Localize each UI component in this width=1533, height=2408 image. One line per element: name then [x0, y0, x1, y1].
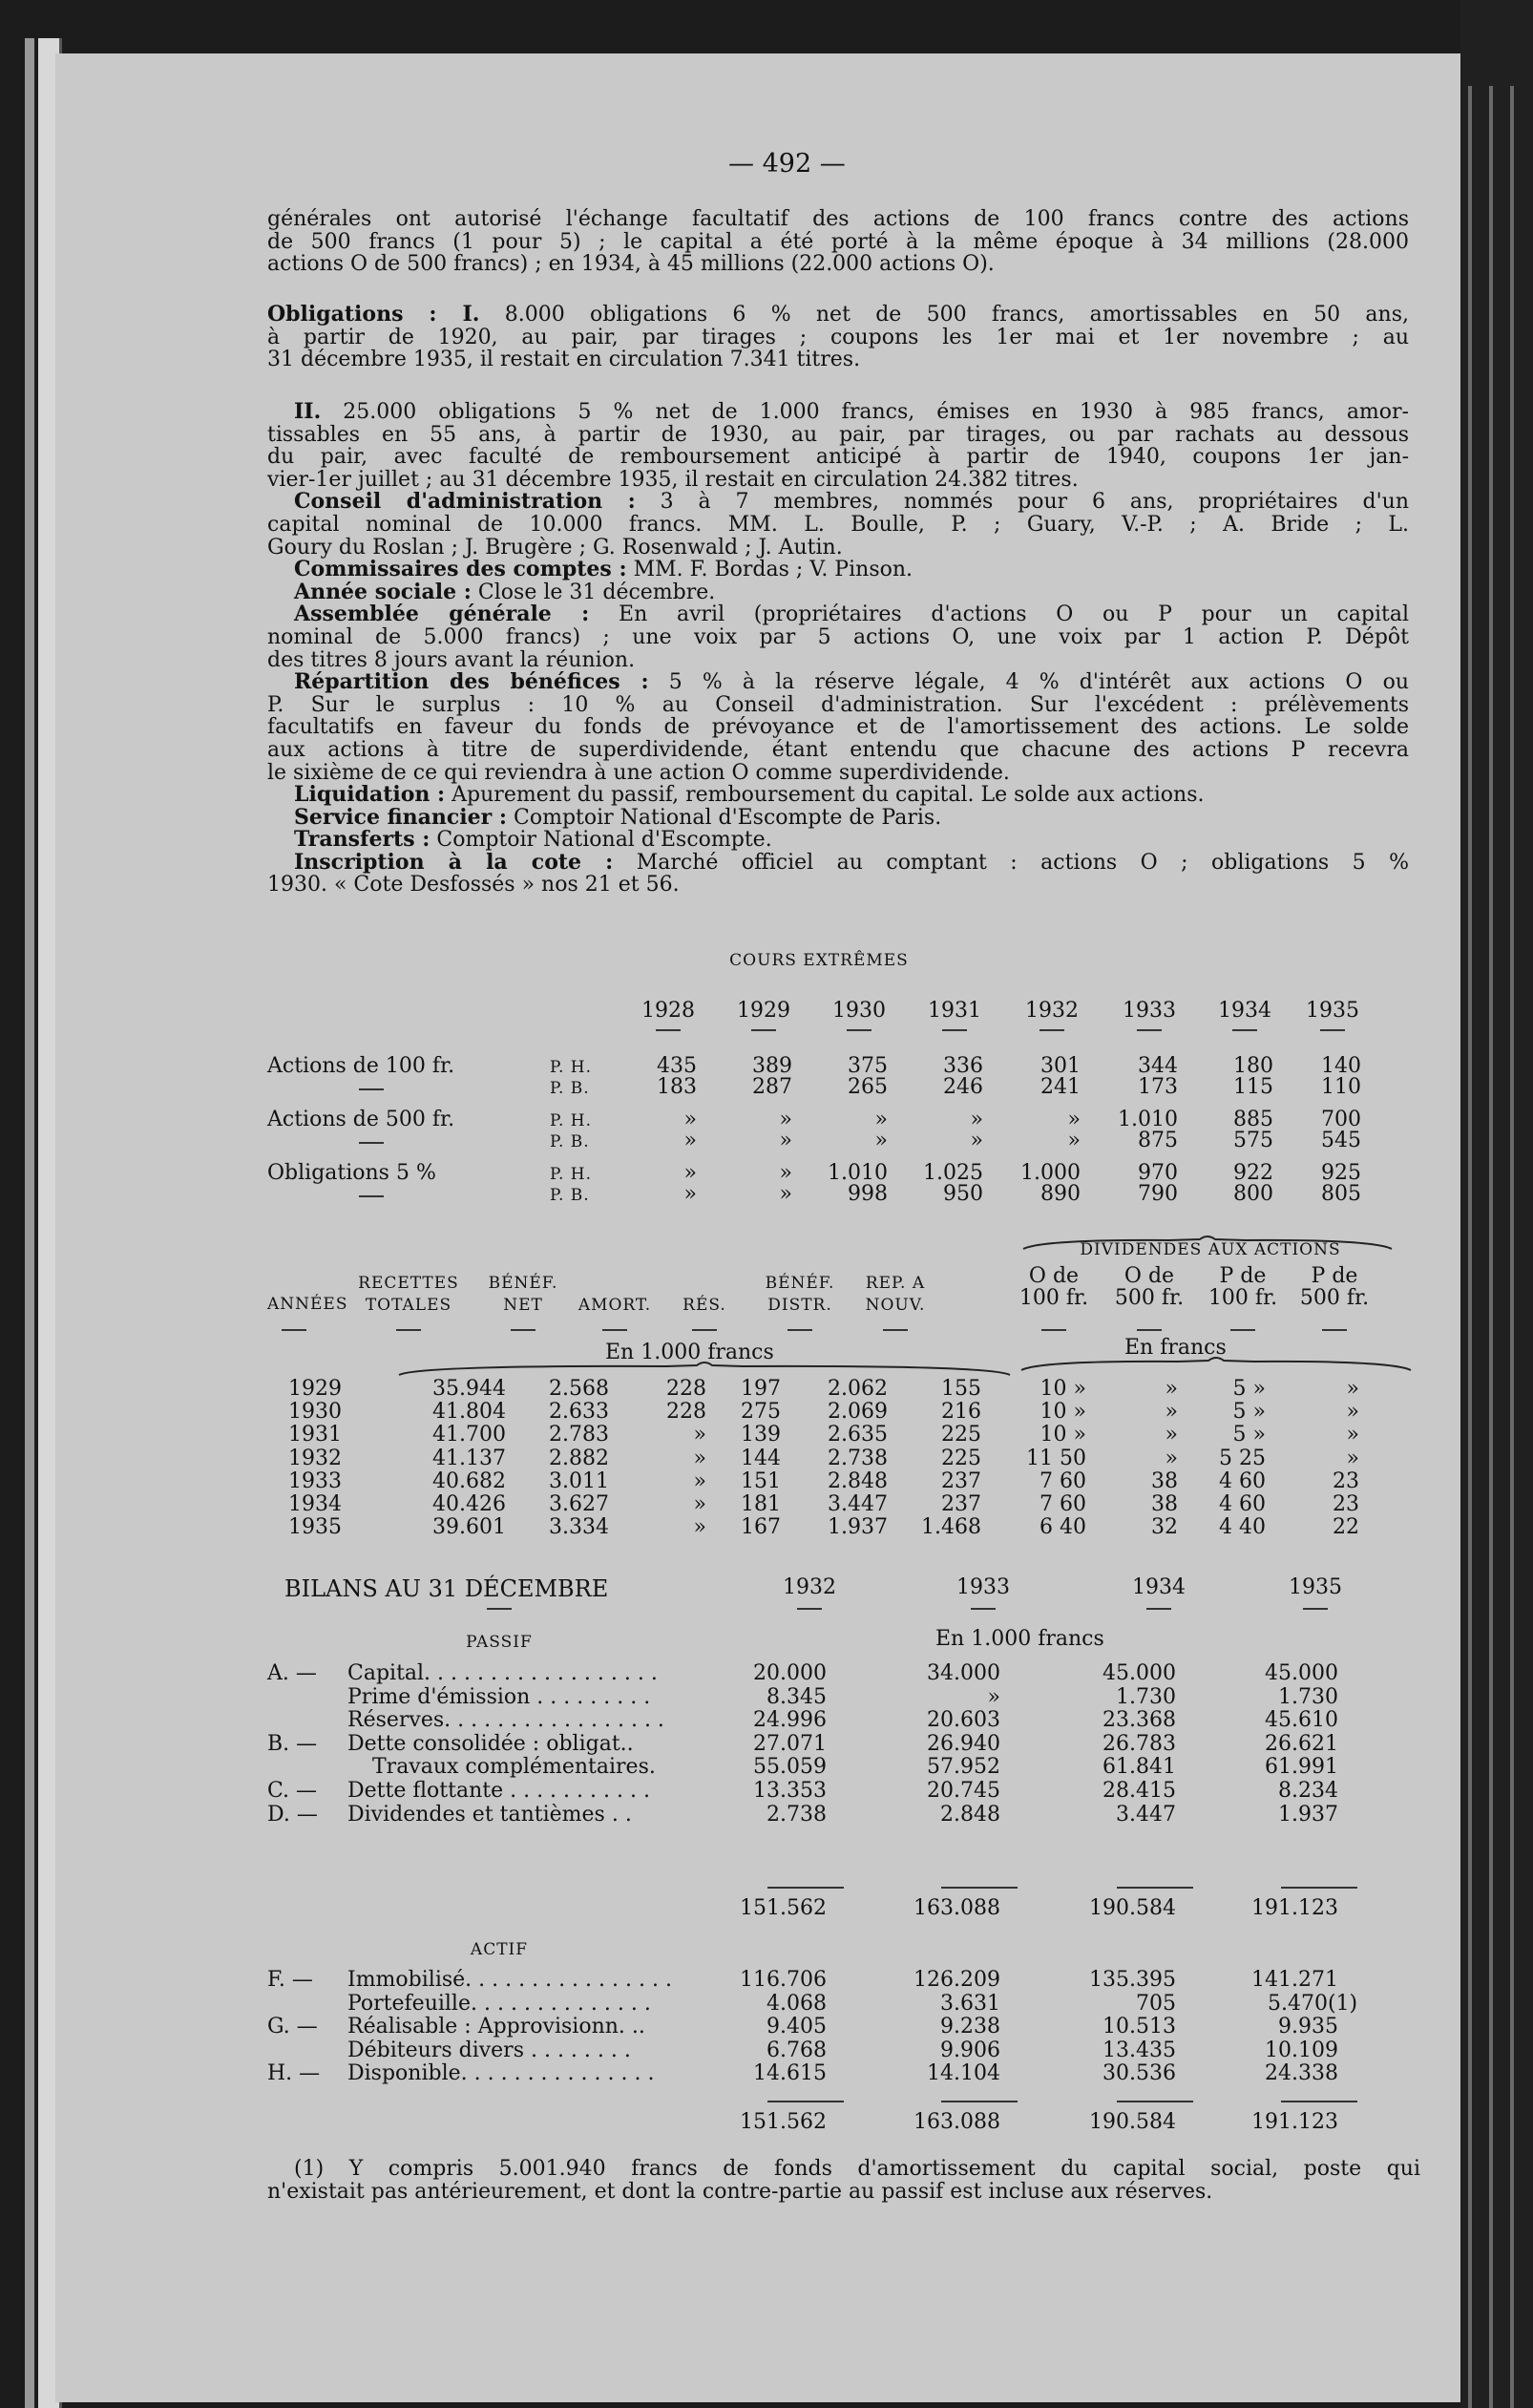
- brace-right: [1021, 1358, 1411, 1370]
- cell: 10 »: [1040, 1400, 1086, 1425]
- group-title: DIVIDENDES AUX ACTIONS: [1080, 1240, 1341, 1259]
- text-run: tissables en 55 ans, à partir de 1930, au pair, par tirages, ou par rachats au dessous: [267, 422, 1409, 447]
- cell: 32: [1151, 1515, 1178, 1540]
- cell: 9.238: [940, 2015, 1000, 2039]
- text-run: En avril (propriétaires d'actions O ou P pour un capital: [589, 602, 1409, 627]
- cell: »: [779, 1182, 792, 1206]
- total-cell: 190.584: [1089, 1896, 1176, 1920]
- col-header: TOTALES: [365, 1296, 452, 1315]
- row-label: Immobilisé. . . . . . . . . . . . . . . .: [347, 1968, 672, 1992]
- cell: »: [693, 1515, 706, 1540]
- cell: 3.011: [549, 1468, 609, 1493]
- cell: 41.137: [432, 1446, 506, 1470]
- cell: »: [1346, 1423, 1359, 1447]
- cell: 336: [943, 1054, 983, 1078]
- cell: »: [693, 1468, 706, 1493]
- text-run: générales ont autorisé l'échange facultatif des actions de 100 francs contre des actions: [267, 207, 1409, 231]
- cell: 375: [848, 1054, 888, 1078]
- cell: 970: [1138, 1161, 1178, 1185]
- text-run: Goury du Roslan ; J. Brugère ; G. Rosenwald ; J. Autin.: [267, 535, 843, 560]
- cell: 3.447: [1116, 1802, 1176, 1827]
- cell: »: [970, 1129, 983, 1152]
- cell: 2.062: [828, 1377, 888, 1401]
- cell: 1.730: [1116, 1684, 1176, 1709]
- row-prefix: C. —: [267, 1779, 318, 1803]
- bilans-title: BILANS AU 31 DÉCEMBRE: [284, 1575, 609, 1602]
- cell: 23: [1333, 1468, 1359, 1493]
- cell: 7 60: [1040, 1468, 1086, 1493]
- text-run: le sixième de ce qui reviendra à une action O comme superdividende.: [267, 760, 1010, 785]
- col-header: BÉNÉF.: [765, 1274, 835, 1293]
- row-prefix: H. —: [267, 2061, 321, 2086]
- cell: 705: [1136, 1991, 1176, 2016]
- text-run: 31 décembre 1935, il restait en circulation 7.341 titres.: [267, 348, 861, 372]
- cell: 950: [943, 1182, 983, 1206]
- cell: 10.109: [1265, 2038, 1338, 2062]
- cell: 7 60: [1040, 1492, 1086, 1516]
- row-label: Portefeuille. . . . . . . . . . . . . .: [347, 1991, 651, 2016]
- cell: 38: [1151, 1492, 1178, 1516]
- cell: 27.071: [753, 1731, 827, 1756]
- text-run: Apurement du passif, remboursement du capital. Le solde aux actions.: [445, 783, 1205, 808]
- bold-run: Transferts :: [294, 827, 430, 853]
- row-label: Débiteurs divers . . . . . . . .: [347, 2038, 631, 2062]
- cell: 45.000: [1265, 1661, 1338, 1685]
- price-type: P. B.: [550, 1186, 590, 1205]
- cell: 61.841: [1102, 1755, 1176, 1780]
- row-label: Réalisable : Approvisionn. ..: [347, 2015, 645, 2039]
- cell: 24.338: [1265, 2061, 1338, 2086]
- cell: 45.000: [1102, 1661, 1176, 1685]
- cell: 41.700: [432, 1423, 506, 1447]
- cell: 1.937: [1278, 1802, 1338, 1827]
- cell: 5 25: [1219, 1446, 1266, 1470]
- cell: 3.334: [549, 1515, 609, 1540]
- text-run: 8.000 obligations 6 % net de 500 francs, amortissables en 50 ans,: [479, 303, 1409, 327]
- cell: »: [683, 1182, 697, 1206]
- cell: 1.000: [1020, 1161, 1081, 1185]
- cell: 1.937: [828, 1515, 888, 1540]
- cell: »: [1165, 1423, 1178, 1447]
- cell: 2.069: [828, 1400, 888, 1425]
- text-run: de 500 francs (1 pour 5) ; le capital a été porté à la même époque à 34 millions (28.000: [267, 229, 1409, 254]
- row-prefix: D. —: [267, 1802, 318, 1827]
- cell: 5.470(1): [1268, 1991, 1358, 2016]
- cell: 40.426: [432, 1492, 506, 1516]
- total-cell: 163.088: [914, 1896, 1000, 1920]
- cell: 275: [741, 1400, 781, 1425]
- cell: 4.068: [766, 1991, 827, 2016]
- cell: »: [693, 1423, 706, 1447]
- cell: »: [693, 1446, 706, 1470]
- col-header: O de: [1124, 1264, 1175, 1288]
- total-cell: 191.123: [1251, 2110, 1338, 2134]
- bold-run: Commissaires des comptes :: [294, 557, 627, 582]
- total-cell: 151.562: [740, 1896, 827, 1920]
- cell: 1.025: [923, 1161, 983, 1185]
- cell: »: [683, 1129, 697, 1152]
- cell: »: [1346, 1377, 1359, 1401]
- row-label: Dividendes et tantièmes . .: [347, 1802, 632, 1827]
- cell: 2.633: [549, 1400, 609, 1425]
- year-header: 1932: [783, 1575, 836, 1599]
- cell: 13.435: [1102, 2038, 1176, 2062]
- cell: 225: [941, 1446, 981, 1470]
- text-run: à partir de 1920, au pair, par tirages ; coupons les 1er mai et 1er novembre ; au: [267, 325, 1409, 349]
- text-run: 25.000 obligations 5 % net de 1.000 francs, émises en 1930 à 985 francs, amor-: [321, 400, 1409, 424]
- row-prefix: F. —: [267, 1968, 313, 1992]
- cell: 9.906: [940, 2038, 1000, 2062]
- cell: 2.738: [828, 1446, 888, 1470]
- row-label: Dette flottante . . . . . . . . . . .: [347, 1779, 650, 1803]
- bold-run: Service financier :: [294, 804, 508, 830]
- cell: 2.738: [766, 1802, 827, 1827]
- price-type: P. H.: [550, 1111, 593, 1130]
- cell: 875: [1138, 1129, 1178, 1152]
- cell: »: [874, 1108, 888, 1131]
- year-cell: 1935: [288, 1515, 342, 1540]
- price-type: P. H.: [550, 1165, 593, 1184]
- cell: 57.952: [927, 1755, 1000, 1780]
- cell: 14.104: [927, 2061, 1000, 2086]
- cell: 8.345: [766, 1684, 827, 1709]
- text-run: 5 % à la réserve légale, 4 % d'intérêt aux actions O ou: [648, 670, 1409, 695]
- text-run: 1930. « Cote Desfossés » nos 21 et 56.: [267, 873, 680, 898]
- price-type: P. H.: [550, 1058, 593, 1077]
- passif-title: PASSIF: [466, 1633, 533, 1652]
- cell: 180: [1233, 1054, 1273, 1078]
- cell: 3.627: [549, 1492, 609, 1516]
- cell: 115: [1233, 1075, 1273, 1099]
- actif-title: ACTIF: [470, 1940, 529, 1959]
- cell: 9.405: [766, 2015, 827, 2039]
- year-cell: 1929: [288, 1377, 342, 1401]
- cell: »: [1346, 1400, 1359, 1425]
- cours-title: COURS EXTRÊMES: [729, 951, 909, 970]
- year-header: 1932: [1025, 999, 1079, 1023]
- cell: 61.991: [1265, 1755, 1338, 1780]
- cell: »: [693, 1492, 706, 1516]
- cell: »: [1346, 1446, 1359, 1470]
- cell: 790: [1138, 1182, 1178, 1206]
- cell: »: [1165, 1377, 1178, 1401]
- bold-run: Conseil d'administration :: [294, 489, 636, 515]
- cell: 116.706: [740, 1968, 827, 1992]
- cell: 890: [1040, 1182, 1081, 1206]
- cell: 2.882: [549, 1446, 609, 1470]
- year-header: 1935: [1306, 999, 1359, 1023]
- cell: 575: [1233, 1129, 1273, 1152]
- text-run: vier-1er juillet ; au 31 décembre 1935, il restait en circulation 24.382 titres.: [267, 467, 1079, 492]
- cell: 10.513: [1102, 2015, 1176, 2039]
- row-prefix: A. —: [267, 1661, 317, 1685]
- cell: 5 »: [1232, 1377, 1266, 1401]
- col-header: 100 fr.: [1208, 1286, 1278, 1310]
- cell: 3.447: [828, 1492, 888, 1516]
- cell: 265: [848, 1075, 888, 1099]
- cell: 1.468: [921, 1515, 981, 1540]
- col-header: P de: [1311, 1264, 1358, 1288]
- cell: 5 »: [1232, 1423, 1266, 1447]
- bold-run: Obligations : I.: [267, 302, 480, 327]
- cell: »: [779, 1129, 792, 1152]
- text-run: nominal de 5.000 francs) ; une voix par 5 actions O, une voix par 1 action P. Dépôt: [267, 624, 1409, 649]
- price-type: P. B.: [550, 1079, 590, 1098]
- total-cell: 163.088: [914, 2110, 1000, 2134]
- cell: 140: [1321, 1054, 1361, 1078]
- text-run: des titres 8 jours avant la réunion.: [267, 647, 636, 672]
- price-type: P. B.: [550, 1132, 590, 1151]
- year-header: 1929: [737, 999, 790, 1023]
- cell: 173: [1138, 1075, 1178, 1099]
- cell: 225: [941, 1423, 981, 1447]
- year-header: 1930: [832, 999, 886, 1023]
- cell: 13.353: [753, 1779, 827, 1803]
- text-run: Marché officiel au comptant : actions O ; obligations 5 %: [613, 850, 1409, 875]
- cell: 228: [666, 1377, 706, 1401]
- cell: 1.010: [1118, 1108, 1178, 1131]
- cell: 20.603: [927, 1708, 1000, 1733]
- cell: »: [987, 1684, 1000, 1709]
- text-run: aux actions à titre de superdividende, étant entendu que chacune des actions P recevra: [267, 737, 1409, 762]
- unit-left: En 1.000 francs: [605, 1341, 774, 1364]
- cell: 216: [941, 1400, 981, 1425]
- year-header: 1933: [956, 1575, 1010, 1599]
- cell: 885: [1233, 1108, 1273, 1131]
- cell: 23: [1333, 1492, 1359, 1516]
- year-cell: 1933: [288, 1468, 342, 1493]
- text-run: Close le 31 décembre.: [471, 580, 716, 604]
- cell: 24.996: [753, 1708, 827, 1733]
- document-page: [55, 53, 1460, 2402]
- cell: 141.271: [1251, 1968, 1338, 1992]
- bold-run: Inscription à la cote :: [294, 849, 614, 875]
- cell: 144: [741, 1446, 781, 1470]
- unit-right: En francs: [1124, 1336, 1227, 1360]
- cell: 23.368: [1102, 1708, 1176, 1733]
- col-header: DISTR.: [767, 1296, 832, 1315]
- cell: 135.395: [1089, 1968, 1176, 1992]
- year-cell: 1930: [288, 1400, 342, 1425]
- cell: 2.848: [940, 1802, 1000, 1827]
- cell: 545: [1321, 1129, 1361, 1152]
- cell: 922: [1233, 1161, 1273, 1185]
- year-header: 1933: [1123, 999, 1176, 1023]
- col-header: 500 fr.: [1299, 1286, 1370, 1310]
- col-header: RÉS.: [682, 1296, 726, 1315]
- cell: 237: [941, 1492, 981, 1516]
- cell: 4 60: [1219, 1468, 1266, 1493]
- cell: 28.415: [1102, 1779, 1176, 1803]
- bold-run: Liquidation :: [294, 782, 446, 808]
- cell: 2.568: [549, 1377, 609, 1401]
- cell: 6.768: [766, 2038, 827, 2062]
- cell: 2.783: [549, 1423, 609, 1447]
- cell: 925: [1321, 1161, 1361, 1185]
- row-label: Actions de 500 fr.: [267, 1108, 455, 1131]
- cell: 110: [1321, 1075, 1361, 1099]
- cell: 287: [752, 1075, 792, 1099]
- cell: 2.848: [828, 1468, 888, 1493]
- row-label: Obligations 5 %: [267, 1161, 436, 1185]
- cell: 45.610: [1265, 1708, 1338, 1733]
- cell: 246: [943, 1075, 983, 1099]
- book-edge: [25, 38, 34, 2408]
- year-header: 1934: [1132, 1575, 1186, 1599]
- cell: »: [1165, 1400, 1178, 1425]
- bilans-unit: En 1.000 francs: [935, 1627, 1104, 1651]
- year-cell: 1931: [288, 1423, 342, 1447]
- cell: 1.010: [828, 1161, 888, 1185]
- cell: 197: [741, 1377, 781, 1401]
- bold-run: Assemblée générale :: [294, 602, 590, 627]
- cell: 181: [741, 1492, 781, 1516]
- cell: 10 »: [1040, 1377, 1086, 1401]
- text-run: actions O de 500 francs) ; en 1934, à 45 millions (22.000 actions O).: [267, 252, 995, 277]
- cell: 40.682: [432, 1468, 506, 1493]
- cell: »: [970, 1108, 983, 1131]
- col-header: O de: [1028, 1264, 1080, 1288]
- cell: 38: [1151, 1468, 1178, 1493]
- cell: 9.935: [1278, 2015, 1338, 2039]
- cell: 3.631: [940, 1991, 1000, 2016]
- text-run: Comptoir National d'Escompte.: [430, 828, 772, 853]
- cell: 151: [741, 1468, 781, 1493]
- row-label: Actions de 100 fr.: [267, 1054, 455, 1078]
- cell: 26.940: [927, 1731, 1000, 1756]
- year-header: 1931: [928, 999, 981, 1023]
- total-cell: 191.123: [1251, 1896, 1338, 1920]
- cell: 11 50: [1026, 1446, 1086, 1470]
- col-header: RECETTES: [358, 1274, 459, 1293]
- text-run: Comptoir National d'Escompte de Paris.: [507, 805, 942, 830]
- cell: 167: [741, 1515, 781, 1540]
- cell: 6 40: [1040, 1515, 1086, 1540]
- col-header: NOUV.: [865, 1296, 926, 1315]
- cell: 35.944: [432, 1377, 506, 1401]
- cell: 4 40: [1219, 1515, 1266, 1540]
- row-label: Dette consolidée : obligat..: [347, 1731, 634, 1756]
- col-header: 100 fr.: [1018, 1286, 1089, 1310]
- row-label: Capital. . . . . . . . . . . . . . . . . .: [347, 1661, 658, 1685]
- bold-run: II.: [294, 399, 322, 424]
- bold-run: Année sociale :: [294, 579, 472, 604]
- cell: »: [683, 1161, 697, 1185]
- cell: 26.783: [1102, 1731, 1176, 1756]
- cell: »: [1067, 1129, 1081, 1152]
- cell: 39.601: [432, 1515, 506, 1540]
- year-header: 1934: [1218, 999, 1271, 1023]
- row-label: Prime d'émission . . . . . . . . .: [347, 1684, 651, 1709]
- text-run: P. Sur le surplus : 10 % au Conseil d'administration. Sur l'excédent : prélèvements: [267, 692, 1409, 717]
- footnote-line: n'existait pas antérieurement, et dont la contre-partie au passif est incluse aux réserves.: [267, 2179, 1213, 2204]
- cell: 20.745: [927, 1779, 1000, 1803]
- cell: 14.615: [753, 2061, 827, 2086]
- cell: 700: [1321, 1108, 1361, 1131]
- year-cell: 1934: [288, 1492, 342, 1516]
- cell: 998: [848, 1182, 888, 1206]
- text-run: MM. F. Bordas ; V. Pinson.: [626, 558, 914, 582]
- brace-group: [1023, 1236, 1392, 1249]
- cell: 10 »: [1040, 1423, 1086, 1447]
- cell: 237: [941, 1468, 981, 1493]
- year-header: 1935: [1289, 1575, 1342, 1599]
- cell: »: [683, 1108, 697, 1131]
- cell: 22: [1333, 1515, 1359, 1540]
- col-header: AMORT.: [578, 1296, 652, 1315]
- next-page-edge: [1460, 0, 1533, 2408]
- cell: 20.000: [753, 1661, 827, 1685]
- brace-left: [399, 1362, 1010, 1375]
- cell: 344: [1138, 1054, 1178, 1078]
- row-prefix: G. —: [267, 2015, 318, 2039]
- cell: »: [1165, 1446, 1178, 1470]
- cell: 8.234: [1278, 1779, 1338, 1803]
- year-cell: 1932: [288, 1446, 342, 1470]
- cell: 30.536: [1102, 2061, 1176, 2086]
- cell: 41.804: [432, 1400, 506, 1425]
- text-run: 3 à 7 membres, nommés pour 6 ans, propriétaires d'un: [635, 490, 1410, 515]
- cell: 139: [741, 1423, 781, 1447]
- bold-run: Répartition des bénéfices :: [294, 669, 649, 695]
- col-header: BÉNÉF.: [488, 1274, 558, 1293]
- brace-lines: [55, 53, 1460, 2402]
- total-cell: 190.584: [1089, 2110, 1176, 2134]
- cell: 26.621: [1265, 1731, 1338, 1756]
- year-header: 1928: [641, 999, 695, 1023]
- cell: 183: [657, 1075, 697, 1099]
- col-header: REP. A: [865, 1274, 926, 1293]
- text-run: facultatifs en faveur du fonds de prévoyance et de l'amortissement des actions. Le solde: [267, 715, 1409, 740]
- cell: 301: [1040, 1054, 1081, 1078]
- footnote-line: (1) Y compris 5.001.940 francs de fonds d'amortissement du capital social, poste qui: [294, 2157, 1420, 2181]
- cell: 4 60: [1219, 1492, 1266, 1516]
- cell: »: [874, 1129, 888, 1152]
- cell: »: [779, 1161, 792, 1185]
- col-header: 500 fr.: [1114, 1286, 1185, 1310]
- cell: 800: [1233, 1182, 1273, 1206]
- total-cell: 151.562: [740, 2110, 827, 2134]
- text-run: capital nominal de 10.000 francs. MM. L. Boulle, P. ; Guary, V.-P. ; A. Bride ; L.: [267, 512, 1409, 537]
- cell: 2.635: [828, 1423, 888, 1447]
- cell: 55.059: [753, 1755, 827, 1780]
- col-header: NET: [503, 1296, 543, 1315]
- row-label: Travaux complémentaires.: [372, 1755, 656, 1780]
- cell: »: [1067, 1108, 1081, 1131]
- cell: 155: [941, 1377, 981, 1401]
- page-number: — 492 —: [728, 149, 846, 179]
- cell: »: [779, 1108, 792, 1131]
- text-run: du pair, avec faculté de remboursement anticipé à partir de 1940, coupons 1er jan-: [267, 445, 1409, 470]
- cell: 435: [657, 1054, 697, 1078]
- cell: 34.000: [927, 1661, 1000, 1685]
- cell: 241: [1040, 1075, 1081, 1099]
- col-annees: ANNÉES: [267, 1295, 348, 1314]
- cell: 389: [752, 1054, 792, 1078]
- row-prefix: B. —: [267, 1731, 318, 1756]
- cell: 228: [666, 1400, 706, 1425]
- row-label: Réserves. . . . . . . . . . . . . . . . .: [347, 1708, 664, 1733]
- col-header: P de: [1219, 1264, 1267, 1288]
- row-label: Disponible. . . . . . . . . . . . . . .: [347, 2061, 655, 2086]
- cell: 805: [1321, 1182, 1361, 1206]
- cell: 126.209: [914, 1968, 1000, 1992]
- cell: 1.730: [1278, 1684, 1338, 1709]
- cell: 5 »: [1232, 1400, 1266, 1425]
